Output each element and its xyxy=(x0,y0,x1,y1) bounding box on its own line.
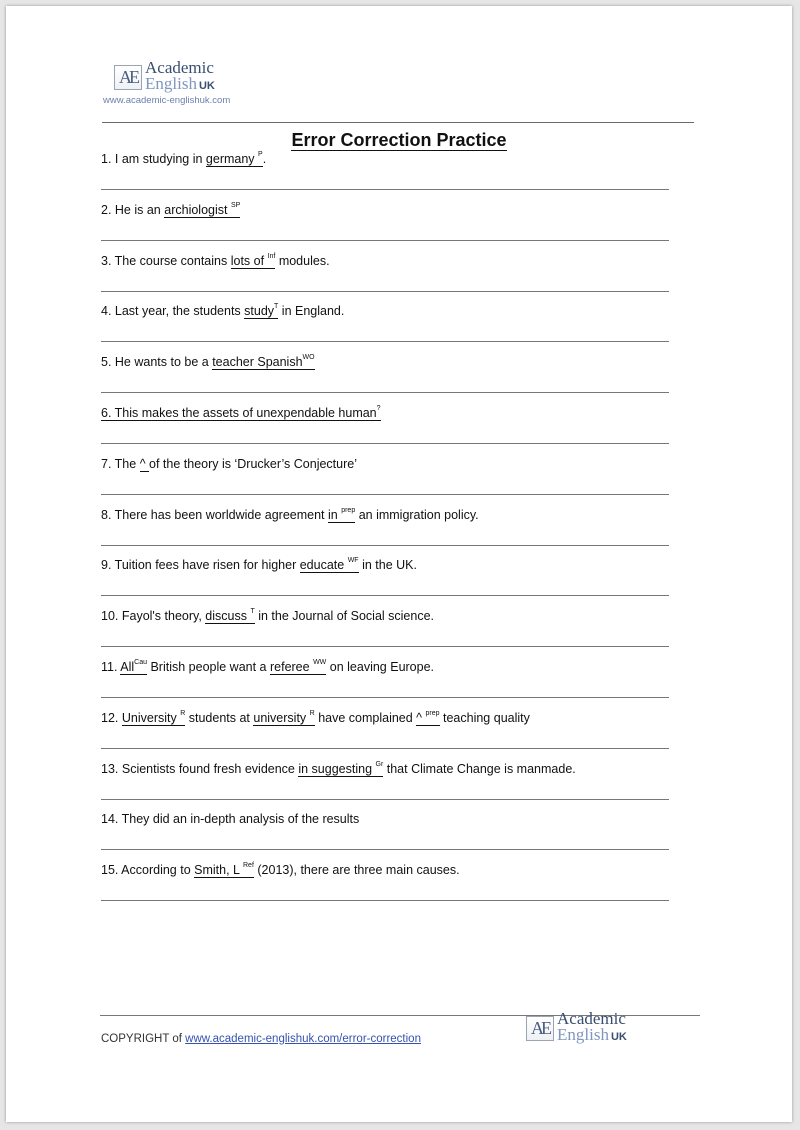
exercise-number: 14. xyxy=(101,812,122,827)
error-marked-text: ^ xyxy=(139,456,150,471)
logo-url: www.academic-englishuk.com xyxy=(103,95,231,106)
exercise-sentence xyxy=(101,457,357,471)
exercise-sentence xyxy=(101,254,330,268)
error-marked-text: discuss $^T$ xyxy=(205,608,255,624)
error-marked-text: University $^R$ xyxy=(121,709,186,725)
sentence-text: have complained xyxy=(314,710,417,725)
exercise-number: 2. xyxy=(101,202,115,217)
exercise-sentence xyxy=(101,812,359,826)
answer-line[interactable] xyxy=(101,545,669,546)
error-marked-text: in $^{prep}$ xyxy=(328,506,356,522)
answer-line[interactable] xyxy=(101,595,669,596)
sentence-text: According to xyxy=(121,863,195,878)
answer-line[interactable] xyxy=(101,799,669,800)
exercise-sentence xyxy=(101,558,417,572)
exercise-sentence xyxy=(101,152,266,166)
exercise-number: 6. xyxy=(101,406,115,420)
sentence-text: There has been worldwide agreement xyxy=(114,507,328,522)
answer-line[interactable] xyxy=(101,697,669,698)
sentence-text: He is an xyxy=(114,202,165,217)
sentence-text: teaching quality xyxy=(439,710,530,725)
sentence-text: students at xyxy=(185,710,254,725)
error-code: prep xyxy=(425,709,440,717)
logo-line1: Academic xyxy=(145,58,214,77)
exercise-number: 5. xyxy=(101,355,115,370)
sentence-text: in England. xyxy=(278,304,345,319)
sentence-text: Scientists found fresh evidence xyxy=(121,761,299,776)
error-marked-text: archiologist $^{SP}$ xyxy=(164,201,241,217)
sentence-text: The course contains xyxy=(114,253,231,268)
error-marked-text: All$^{Cau}$ xyxy=(120,659,147,674)
error-marked-text: study$^T$ xyxy=(244,303,279,319)
worksheet-page xyxy=(6,6,792,1122)
error-marked-text: educate $^{WF}$ xyxy=(299,557,359,573)
logo-uk: UK xyxy=(198,80,215,92)
answer-line[interactable] xyxy=(101,646,669,647)
logo-line1: Academic xyxy=(557,1009,626,1028)
answer-line[interactable] xyxy=(101,900,669,901)
answer-line[interactable] xyxy=(101,291,669,292)
answer-line[interactable] xyxy=(101,341,669,342)
exercise-number: 7. xyxy=(101,456,115,471)
error-code: WF xyxy=(347,557,359,565)
error-code: R xyxy=(180,709,186,717)
answer-line[interactable] xyxy=(101,494,669,495)
error-code: Cau xyxy=(134,659,147,666)
sentence-text: an immigration policy. xyxy=(355,507,479,522)
sentence-text: in the UK. xyxy=(358,558,417,573)
error-code: prep xyxy=(341,506,356,514)
sentence-text: He wants to be a xyxy=(114,355,213,370)
logo-mark-icon: AE xyxy=(114,65,142,90)
error-code: SP xyxy=(230,201,241,209)
sentence-text: This makes the assets of unexpendable human? xyxy=(114,405,381,420)
sentence-text: They did an in-depth analysis of the results xyxy=(121,812,360,827)
exercise-number: 10. xyxy=(101,609,122,624)
sentence-text: Fayol's theory, xyxy=(121,609,206,624)
sentence-text: on leaving Europe. xyxy=(326,660,435,674)
sentence-text: that Climate Change is manmade. xyxy=(383,761,576,776)
error-code: Inf xyxy=(267,252,276,260)
answer-line[interactable] xyxy=(101,849,669,850)
error-code: WO xyxy=(302,354,315,362)
answer-line[interactable] xyxy=(101,189,669,190)
exercise-sentence xyxy=(101,762,576,776)
header-divider xyxy=(102,122,694,123)
page-title: Error Correction Practice xyxy=(291,130,507,150)
exercise-sentence xyxy=(101,508,479,522)
exercise-sentence xyxy=(101,355,315,369)
sentence-text: Tuition fees have risen for higher xyxy=(114,558,300,573)
copyright-link[interactable]: www.academic-englishuk.com/error-correction xyxy=(185,1033,421,1045)
error-marked-text: referee $^{WW}$ xyxy=(269,659,327,674)
exercise-number: 4. xyxy=(101,304,115,319)
logo-line2: English xyxy=(557,1025,609,1044)
exercise-sentence xyxy=(101,863,460,877)
exercise-number: 15. xyxy=(101,863,122,878)
sentence-text: of the theory is ‘Drucker’s Conjecture’ xyxy=(149,456,357,471)
sentence-text: Last year, the students xyxy=(114,304,245,319)
error-marked-text: ^ $^{prep}$ xyxy=(416,709,440,725)
error-code: P xyxy=(258,151,263,158)
exercise-number: 12. xyxy=(101,710,122,725)
answer-line[interactable] xyxy=(101,443,669,444)
exercise-number: 1. xyxy=(101,152,115,166)
logo-uk: UK xyxy=(610,1031,627,1043)
answer-line[interactable] xyxy=(101,240,669,241)
answer-line[interactable] xyxy=(101,748,669,749)
sentence-text: I am studying in xyxy=(114,152,206,166)
footer-logo xyxy=(526,1011,627,1045)
error-code: T xyxy=(250,608,255,616)
exercise-sentence xyxy=(101,304,344,318)
header-logo xyxy=(114,60,215,94)
error-code: T xyxy=(274,303,279,311)
error-code: Ref xyxy=(243,862,254,870)
sentence-text: in the Journal of Social science. xyxy=(254,609,435,624)
error-marked-text: in suggesting $^{Gr}$ xyxy=(298,760,384,776)
logo-line2: English xyxy=(145,74,197,93)
exercise-sentence xyxy=(101,711,530,725)
exercise-number: 13. xyxy=(101,761,122,776)
exercise-sentence xyxy=(101,609,434,623)
exercise-number: 9. xyxy=(101,558,115,573)
sentence-text: British people want a xyxy=(146,660,270,674)
exercise-number: 8. xyxy=(101,507,115,522)
error-code: ? xyxy=(376,405,381,412)
error-marked-text: Smith, L $^{Ref}$ xyxy=(194,862,254,878)
exercise-number: 11. xyxy=(101,660,121,674)
exercise-sentence xyxy=(101,406,381,421)
sentence-text: (2013), there are three main causes. xyxy=(253,863,460,878)
sentence-text: . xyxy=(262,152,267,166)
error-marked-text: teacher Spanish$^{WO}$ xyxy=(212,354,315,370)
error-marked-text: lots of $^{Inf}$ xyxy=(230,252,276,268)
error-code: Gr xyxy=(375,760,384,768)
exercise-sentence xyxy=(101,203,240,217)
footer-copyright: COPYRIGHT of www.academic-englishuk.com/error-correction xyxy=(101,1033,421,1045)
error-marked-text: germany $^P$ xyxy=(205,151,263,166)
exercise-number: 3. xyxy=(101,253,115,268)
error-marked-text: university $^R$ xyxy=(253,709,315,725)
logo-mark-icon: AE xyxy=(526,1016,554,1041)
error-code: WW xyxy=(313,659,327,666)
error-code: R xyxy=(309,709,315,717)
sentence-text: modules. xyxy=(275,253,330,268)
sentence-text: The xyxy=(114,456,140,471)
answer-line[interactable] xyxy=(101,392,669,393)
exercise-sentence xyxy=(101,660,434,674)
